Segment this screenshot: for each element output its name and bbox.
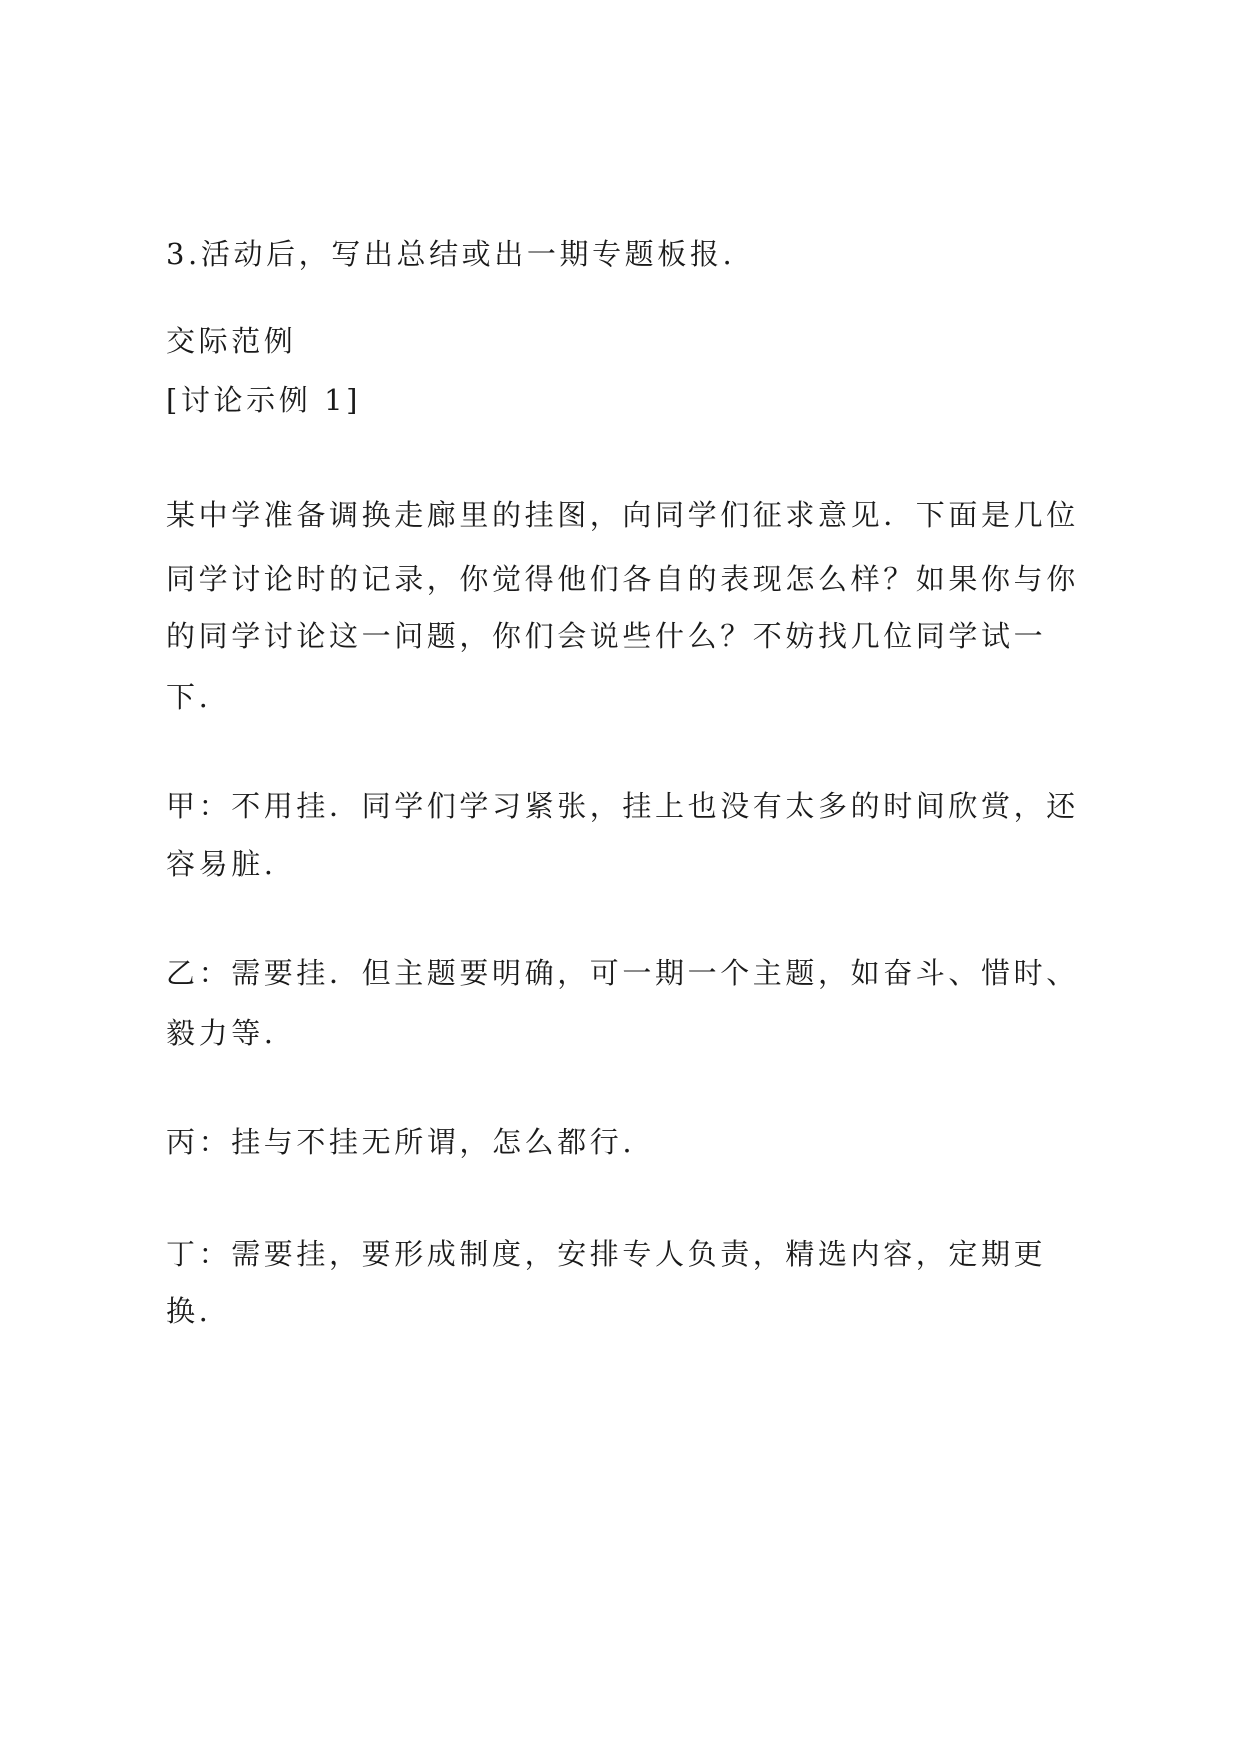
speaker-d-line-1: 丁：需要挂，要形成制度，安排专人负责，精选内容，定期更 — [166, 1237, 1047, 1271]
intro-line-3: 的同学讨论这一问题，你们会说些什么？不妨找几位同学试一 — [166, 619, 1047, 653]
speaker-b-line-2: 毅力等. — [166, 1016, 277, 1050]
speaker-b-line-1: 乙：需要挂．但主题要明确，可一期一个主题，如奋斗、惜时、 — [166, 956, 1079, 990]
intro-line-1: 某中学准备调换走廊里的挂图，向同学们征求意见．下面是几位 — [166, 498, 1079, 532]
intro-line-4: 下. — [166, 680, 212, 714]
speaker-a-line-1: 甲：不用挂．同学们学习紧张，挂上也没有太多的时间欣赏，还 — [166, 789, 1079, 823]
activity-step-3: 3.活动后，写出总结或出一期专题板报. — [166, 237, 736, 271]
example-label: [讨论示例 1] — [166, 383, 362, 417]
speaker-d-line-2: 换. — [166, 1294, 212, 1328]
section-heading: 交际范例 — [166, 324, 297, 358]
intro-line-2: 同学讨论时的记录，你觉得他们各自的表现怎么样？如果你与你 — [166, 562, 1079, 596]
speaker-a-line-2: 容易脏. — [166, 847, 277, 881]
speaker-c-line-1: 丙：挂与不挂无所谓，怎么都行. — [166, 1125, 636, 1159]
